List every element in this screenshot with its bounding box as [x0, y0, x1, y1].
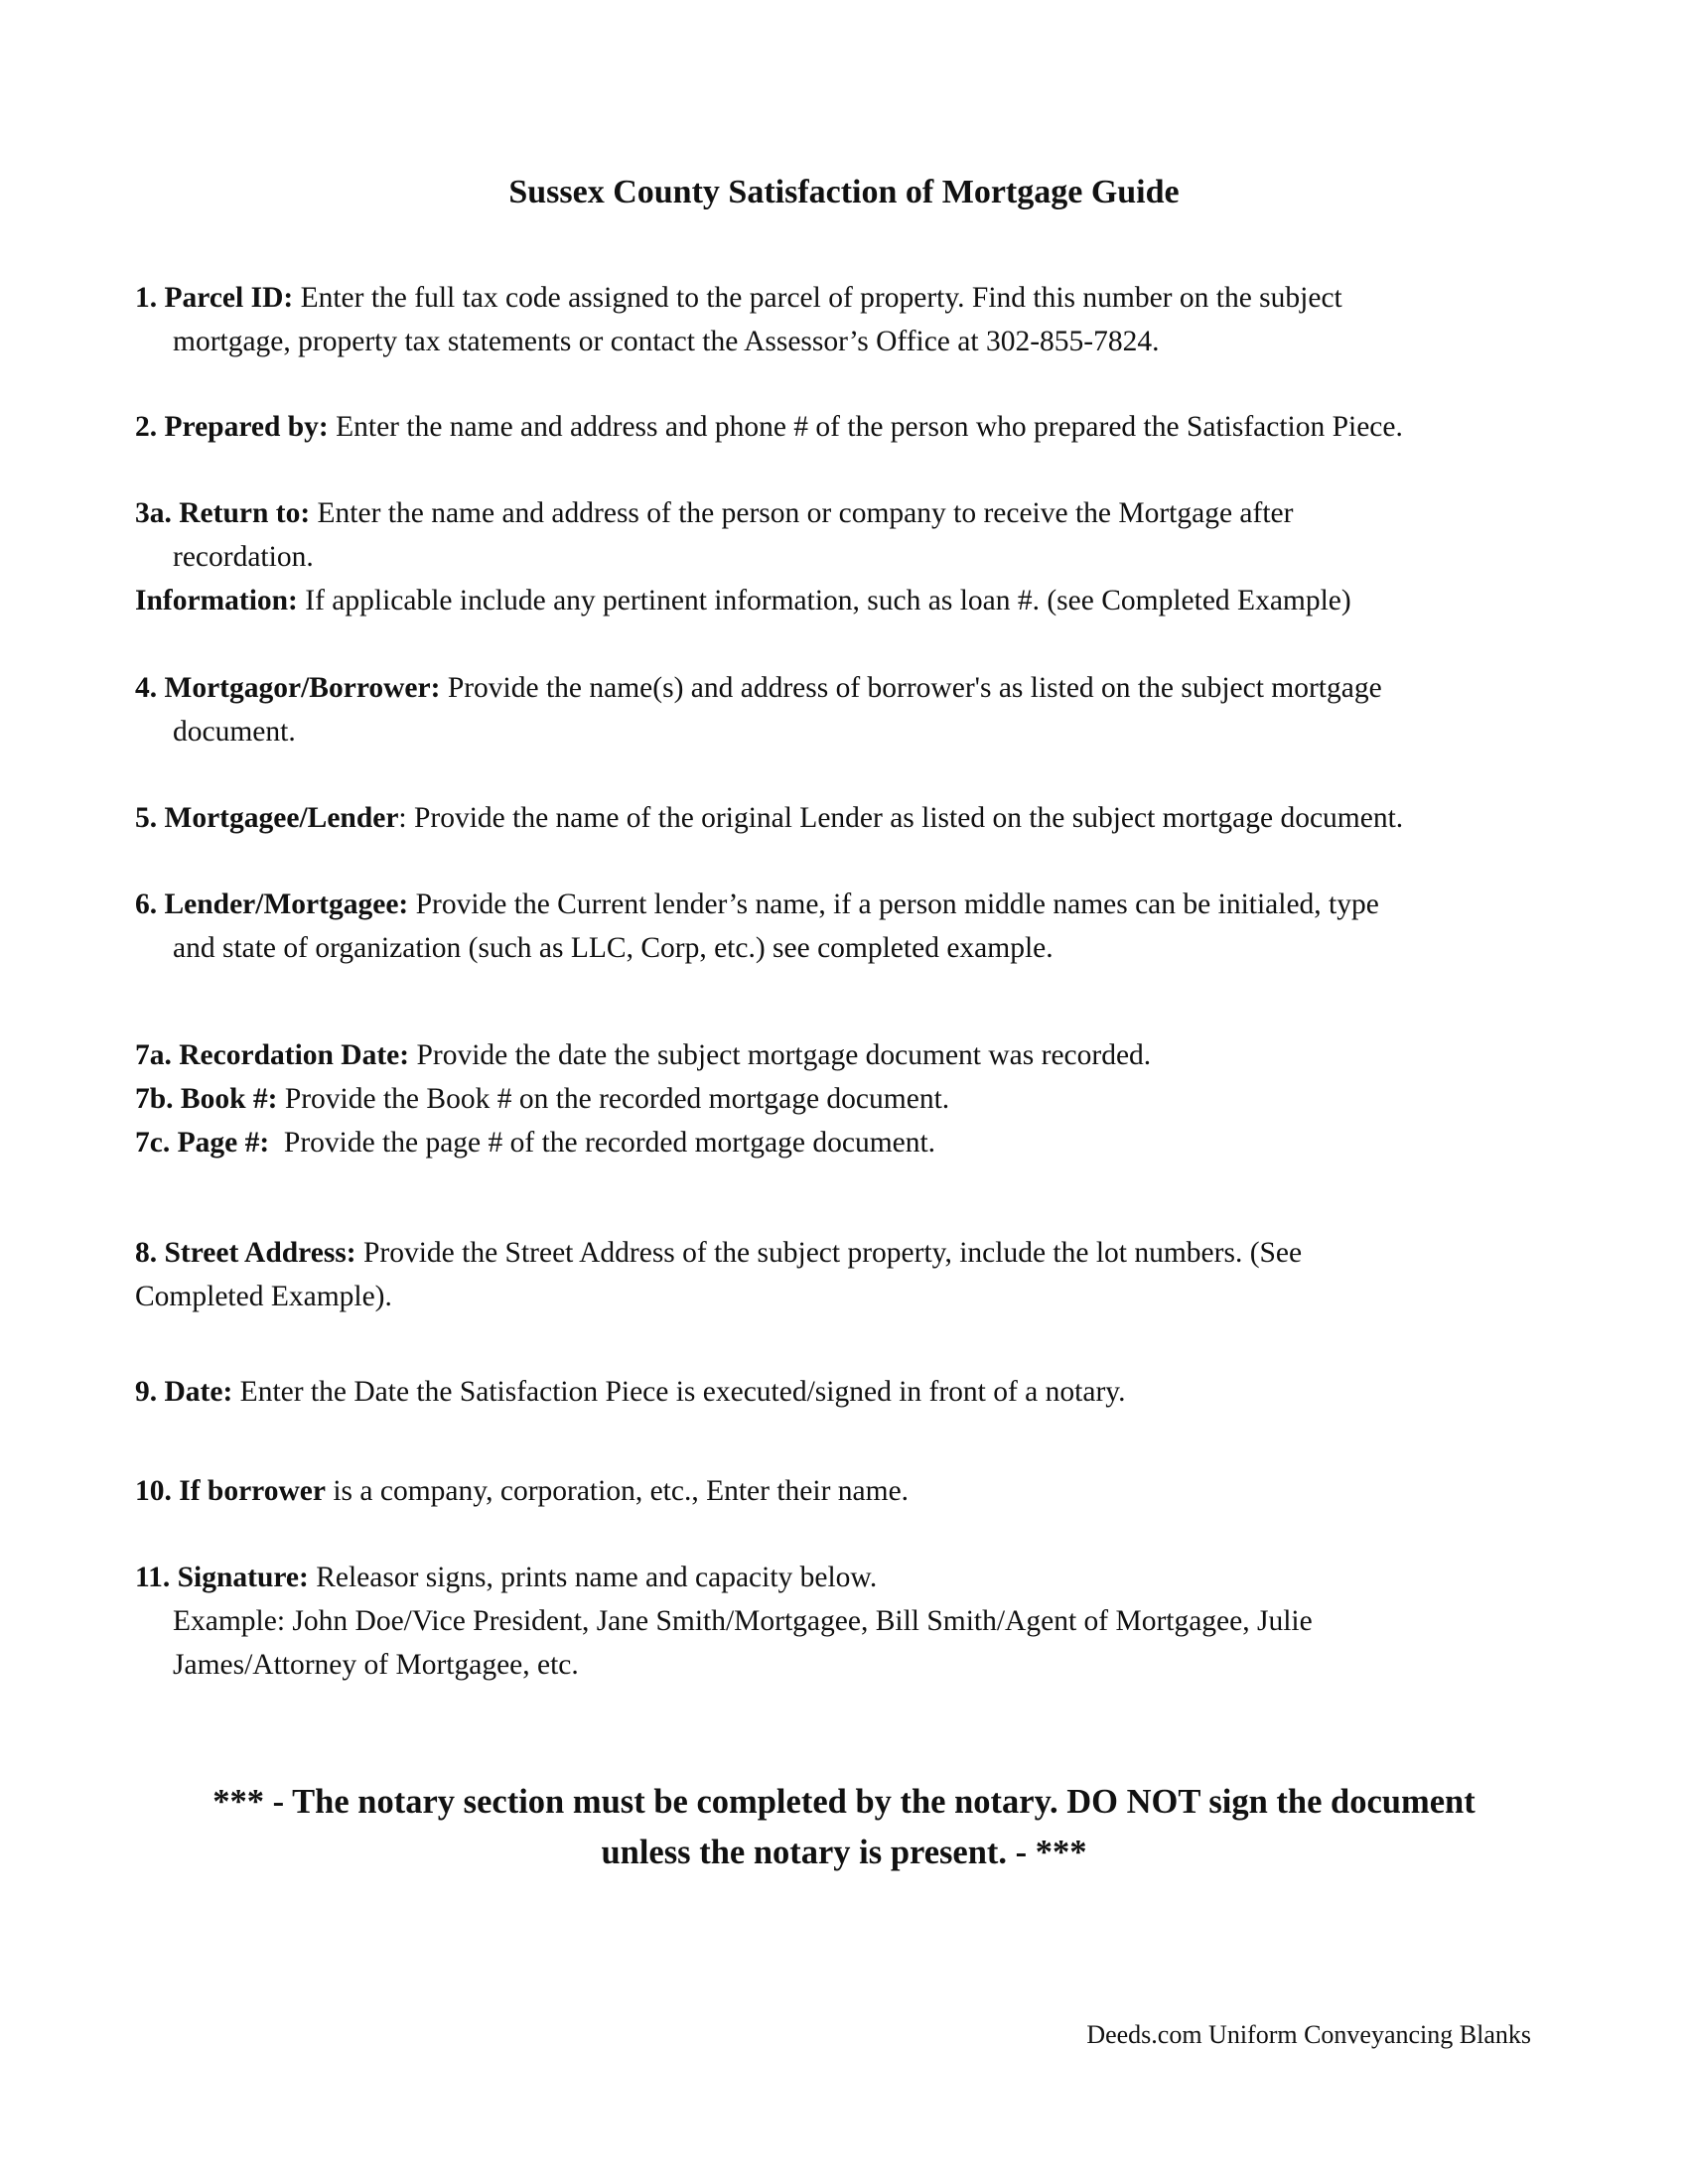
- item-text: Provide the page # of the recorded mortgage document.: [269, 1127, 936, 1159]
- item-text: Provide the date the subject mortgage document was recorded.: [409, 1039, 1152, 1071]
- item-text: Provide the name(s) and address of borrower's as listed on the subject mortgage: [440, 672, 1382, 704]
- item-label: 8. Street Address:: [135, 1237, 356, 1269]
- item-text-continued: and state of organization (such as LLC, Corp, etc.) see completed example.: [173, 932, 1054, 964]
- item-if-borrower: [135, 1469, 1565, 1513]
- item-signature: [135, 1556, 1565, 1687]
- item-recordation-date: [135, 1033, 1565, 1077]
- item-text: Enter the Date the Satisfaction Piece is executed/signed in front of a notary.: [232, 1376, 1126, 1408]
- item-label: 10. If borrower: [135, 1475, 326, 1507]
- item-text-continued: James/Attorney of Mortgagee, etc.: [173, 1649, 579, 1681]
- notary-notice: [99, 1777, 1589, 1878]
- item-text: is a company, corporation, etc., Enter their name.: [325, 1475, 910, 1507]
- item-label: 7a. Recordation Date:: [135, 1039, 410, 1071]
- item-book: [135, 1077, 1565, 1121]
- notary-notice-line-1: *** - The notary section must be completed by the notary. DO NOT sign the document: [212, 1783, 1476, 1821]
- item-text-continued: Completed Example).: [135, 1281, 392, 1312]
- item-prepared-by: [135, 405, 1565, 449]
- item-text: Enter the name and address of the person or company to receive the Mortgage after: [310, 497, 1294, 529]
- item-text: Enter the name and address and phone # of the person who prepared the Satisfaction Piece.: [328, 411, 1403, 443]
- item-label: 11. Signature:: [135, 1562, 309, 1593]
- item-date: [135, 1370, 1565, 1414]
- item-street-address: [135, 1231, 1565, 1318]
- item-label: 5. Mortgagee/Lender: [135, 802, 399, 834]
- item-text-continued: mortgage, property tax statements or contact the Assessor’s Office at 302-855-7824.: [173, 326, 1160, 357]
- item-text: Releasor signs, prints name and capacity below.: [308, 1562, 878, 1593]
- page-title: Sussex County Satisfaction of Mortgage Guide: [508, 174, 1180, 210]
- footer-text: Deeds.com Uniform Conveyancing Blanks: [1086, 2020, 1531, 2049]
- item-label: 4. Mortgagor/Borrower:: [135, 672, 441, 704]
- item-text-continued: document.: [173, 716, 296, 748]
- item-return-to: [135, 491, 1565, 579]
- item-mortgagee-lender: [135, 796, 1565, 840]
- item-mortgagor: [135, 666, 1565, 753]
- item-label: Information:: [135, 585, 298, 616]
- item-label: 1. Parcel ID:: [135, 282, 294, 314]
- item-text: Enter the full tax code assigned to the parcel of property. Find this number on the subject: [293, 282, 1342, 314]
- item-label: 7b. Book #:: [135, 1083, 278, 1115]
- item-label: 3a. Return to:: [135, 497, 311, 529]
- item-label: 2. Prepared by:: [135, 411, 329, 443]
- item-text: Provide the Street Address of the subject property, include the lot numbers. (See: [355, 1237, 1303, 1269]
- item-text-continued: Example: John Doe/Vice President, Jane Smith/Mortgagee, Bill Smith/Agent of Mortgagee, Julie: [173, 1605, 1313, 1637]
- notary-notice-line-2: unless the notary is present. - ***: [601, 1834, 1087, 1871]
- item-text: If applicable include any pertinent information, such as loan #. (see Completed Example): [297, 585, 1351, 616]
- item-parcel-id: [135, 276, 1565, 363]
- item-label: 6. Lender/Mortgagee:: [135, 888, 409, 920]
- item-page: [135, 1121, 1565, 1164]
- item-text: Provide the Book # on the recorded mortgage document.: [277, 1083, 950, 1115]
- item-information: [135, 579, 1565, 622]
- item-label: 7c. Page #:: [135, 1127, 270, 1159]
- item-text-continued: recordation.: [173, 541, 314, 573]
- item-lender-mortgagee: [135, 883, 1565, 970]
- item-label: 9. Date:: [135, 1376, 233, 1408]
- item-text: : Provide the name of the original Lender as listed on the subject mortgage document.: [398, 802, 1404, 834]
- item-text: Provide the Current lender’s name, if a person middle names can be initialed, type: [408, 888, 1379, 920]
